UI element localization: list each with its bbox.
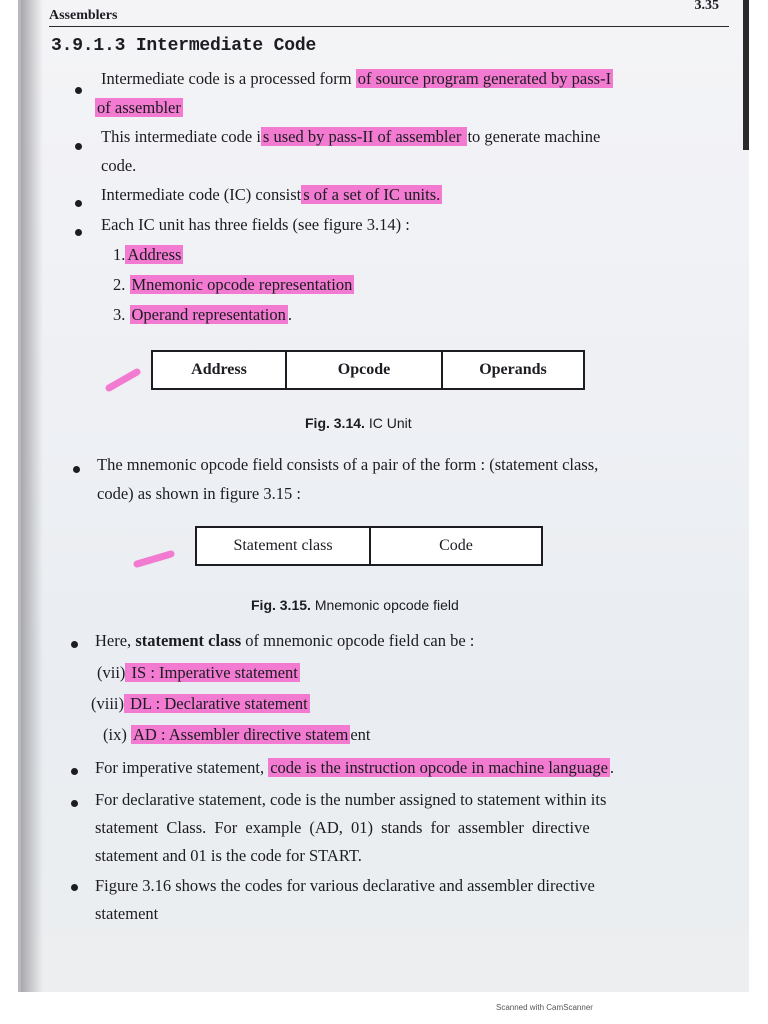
- highlight: of source program generated by pass-I: [357, 69, 612, 88]
- bold-term: statement class: [135, 631, 242, 650]
- fig-3-14-caption: [305, 415, 412, 431]
- highlighter-stroke: [105, 366, 145, 394]
- caption-number: Fig. 3.14.: [305, 415, 365, 431]
- highlight: s used by pass-II of assembler: [262, 127, 466, 146]
- bullet-dot: [75, 200, 82, 207]
- bullet-dot: [75, 229, 82, 236]
- bullet-dot: [71, 800, 78, 807]
- highlight: DL : Declarative statement: [126, 694, 308, 713]
- bullet-6: [95, 626, 474, 656]
- bullet-5-line-2: code) as shown in figure 3.15 :: [97, 484, 301, 503]
- bullet-2-line-1: [101, 122, 600, 152]
- bullet-dot: [75, 87, 82, 94]
- fig-3-14-table: [151, 350, 585, 390]
- running-head: Assemblers: [49, 8, 118, 23]
- bullet-7-text-end: .: [609, 758, 615, 777]
- caption-number: Fig. 3.15.: [251, 597, 311, 613]
- bullet-dot: [75, 143, 82, 150]
- bullet-8-line-2: statement Class. For example (AD, 01) stands for assembler directive: [95, 818, 590, 837]
- field-item-3-end: .: [287, 305, 293, 324]
- class-item-ad-end: ent: [350, 725, 371, 744]
- bullet-dot: [71, 884, 78, 891]
- bullet-3: [101, 180, 442, 210]
- bullet-1-text: Intermediate code is a processed form: [101, 69, 356, 88]
- fig-3-15-caption: [251, 597, 459, 613]
- field-item-3: [113, 300, 292, 330]
- bullet-3-text: Intermediate code (IC) consist: [101, 185, 302, 204]
- fig-3-14-cell-address: Address: [152, 351, 286, 389]
- class-item-ad: [103, 720, 371, 750]
- bullet-6-text-end: of mnemonic opcode field can be :: [241, 631, 475, 650]
- caption-text: IC Unit: [368, 415, 412, 431]
- bullet-2-text: This intermediate code i: [101, 127, 261, 146]
- highlight: Address: [127, 245, 182, 264]
- bullet-7: [95, 753, 614, 783]
- field-item-1: [113, 240, 183, 270]
- bullet-8-line-1: For declarative statement, code is the number assigned to statement within its: [95, 790, 607, 809]
- fig-3-14-cell-opcode: Opcode: [286, 351, 442, 389]
- field-number: 1.: [113, 245, 126, 264]
- class-number: (viii): [91, 694, 124, 713]
- field-number: 3.: [113, 305, 126, 324]
- bullet-1-line-1: [101, 64, 613, 94]
- class-number: (ix): [103, 725, 127, 744]
- bullet-2-line-2: code.: [101, 156, 137, 175]
- bullet-dot: [71, 768, 78, 775]
- field-number: 2.: [113, 275, 126, 294]
- highlight: IS : Imperative statement: [127, 663, 298, 682]
- page-number: 3.35: [694, 0, 719, 13]
- class-item-dl: [91, 689, 310, 719]
- highlight: code is the instruction opcode in machine language: [270, 758, 608, 777]
- bullet-4: Each IC unit has three fields (see figure 3.14) :: [101, 215, 410, 234]
- bullet-5-line-1: The mnemonic opcode field consists of a pair of the form : (statement class,: [97, 455, 599, 474]
- bullet-7-text: For imperative statement,: [95, 758, 269, 777]
- section-title: 3.9.1.3 Intermediate Code: [51, 36, 317, 56]
- highlight: AD : Assembler directive statem: [132, 725, 349, 744]
- fig-3-15-cell-statement-class: Statement class: [196, 527, 370, 565]
- bullet-6-text: Here,: [95, 631, 136, 650]
- bullet-9-line-2: statement: [95, 904, 159, 923]
- bullet-dot: [71, 641, 78, 648]
- highlight: Operand representation: [131, 305, 286, 324]
- bullet-8-line-3: statement and 01 is the code for START.: [95, 846, 362, 865]
- page-edge-shadow: [743, 0, 749, 150]
- footer-strip: [0, 992, 768, 1024]
- scanner-watermark: Scanned with CamScanner: [496, 1003, 593, 1012]
- highlighter-stroke: [133, 546, 177, 570]
- highlight: s of a set of IC units.: [303, 185, 441, 204]
- fig-3-15-table: [195, 526, 543, 566]
- highlight: Mnemonic opcode representation: [131, 275, 353, 294]
- scanned-page: [18, 0, 749, 992]
- class-number: (vii): [97, 663, 126, 682]
- bullet-2-text-end: to generate machine: [467, 127, 601, 146]
- fig-3-15-cell-code: Code: [370, 527, 542, 565]
- caption-text: Mnemonic opcode field: [314, 597, 459, 613]
- bullet-9-line-1: Figure 3.16 shows the codes for various declarative and assembler directive: [95, 876, 595, 895]
- bullet-1-line-2: [95, 93, 183, 123]
- bullet-dot: [73, 466, 80, 473]
- class-item-is: [97, 658, 300, 688]
- page-header: [49, 0, 729, 27]
- field-item-2: [113, 270, 354, 300]
- highlight: of assembler: [97, 98, 181, 117]
- fig-3-14-cell-operands: Operands: [442, 351, 584, 389]
